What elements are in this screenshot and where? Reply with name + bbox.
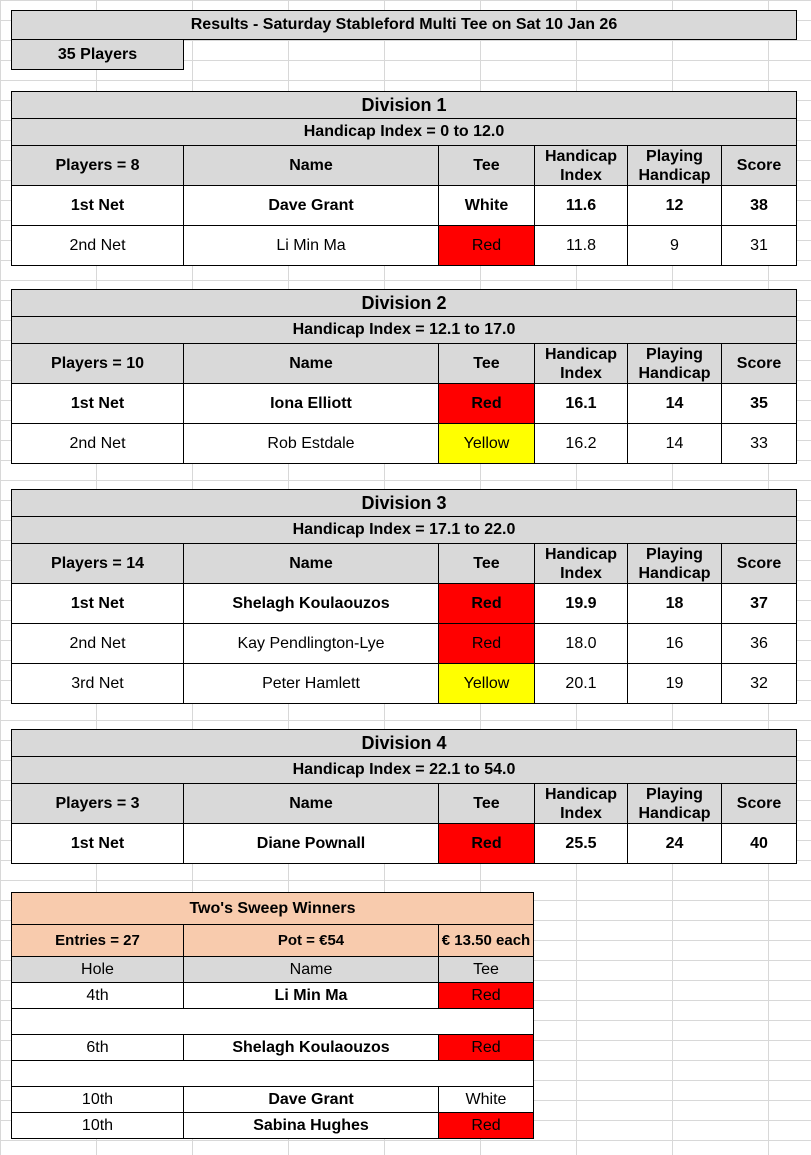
sweep-hole-header: Hole [11, 956, 184, 983]
division-range: Handicap Index = 0 to 12.0 [11, 118, 797, 146]
sweep-player-name: Dave Grant [183, 1086, 439, 1113]
tee-cell: Red [438, 623, 535, 664]
handicap-index-header-line1: Handicap [544, 545, 617, 563]
division-range: Handicap Index = 22.1 to 54.0 [11, 756, 797, 784]
score-cell: 40 [721, 823, 797, 864]
handicap-index-cell: 19.9 [534, 583, 628, 624]
playing-handicap-header [627, 783, 722, 824]
sweep-tee-cell: White [438, 1086, 534, 1113]
player-name: Li Min Ma [183, 225, 439, 266]
handicap-index-header-line2: Index [560, 804, 602, 822]
playing-handicap-header-line2: Handicap [638, 564, 711, 582]
handicap-index-header [534, 145, 628, 186]
player-name: Kay Pendlington-Lye [183, 623, 439, 664]
sweep-hole-cell: 10th [11, 1112, 184, 1139]
player-name: Peter Hamlett [183, 663, 439, 704]
tee-header: Tee [438, 783, 535, 824]
score-header: Score [721, 145, 797, 186]
handicap-index-cell: 11.8 [534, 225, 628, 266]
playing-handicap-cell: 9 [627, 225, 722, 266]
score-cell: 36 [721, 623, 797, 664]
handicap-index-cell: 18.0 [534, 623, 628, 664]
name-header: Name [183, 145, 439, 186]
players-header: Players = 8 [11, 145, 184, 186]
sweep-name-header: Name [183, 956, 439, 983]
player-name: Rob Estdale [183, 423, 439, 464]
handicap-index-header-line2: Index [560, 564, 602, 582]
tee-cell: White [438, 185, 535, 226]
handicap-index-header-line2: Index [560, 364, 602, 382]
sweep-entries: Entries = 27 [11, 924, 184, 957]
handicap-index-header-line1: Handicap [544, 147, 617, 165]
name-header: Name [183, 783, 439, 824]
playing-handicap-header-line2: Handicap [638, 364, 711, 382]
playing-handicap-cell: 18 [627, 583, 722, 624]
results-title: Results - Saturday Stableford Multi Tee on Sat 10 Jan 26 [11, 10, 797, 40]
playing-handicap-cell: 16 [627, 623, 722, 664]
players-header: Players = 14 [11, 543, 184, 584]
sweep-pot: Pot = €54 [183, 924, 439, 957]
playing-handicap-cell: 14 [627, 383, 722, 424]
place-cell: 2nd Net [11, 225, 184, 266]
place-cell: 2nd Net [11, 423, 184, 464]
handicap-index-cell: 16.2 [534, 423, 628, 464]
tee-cell: Red [438, 225, 535, 266]
sweep-hole-cell: 6th [11, 1034, 184, 1061]
score-cell: 38 [721, 185, 797, 226]
playing-handicap-header-line2: Handicap [638, 804, 711, 822]
playing-handicap-header [627, 543, 722, 584]
score-cell: 35 [721, 383, 797, 424]
score-header: Score [721, 783, 797, 824]
handicap-index-header-line1: Handicap [544, 785, 617, 803]
sweep-player-name: Sabina Hughes [183, 1112, 439, 1139]
sweep-tee-cell: Red [438, 1034, 534, 1061]
playing-handicap-header [627, 343, 722, 384]
playing-handicap-cell: 14 [627, 423, 722, 464]
division-range: Handicap Index = 12.1 to 17.0 [11, 316, 797, 344]
sweep-tee-cell: Red [438, 982, 534, 1009]
place-cell: 1st Net [11, 583, 184, 624]
place-cell: 1st Net [11, 383, 184, 424]
handicap-index-cell: 20.1 [534, 663, 628, 704]
tee-cell: Yellow [438, 663, 535, 704]
place-cell: 1st Net [11, 185, 184, 226]
division-title: Division 4 [11, 729, 797, 757]
sweep-each: € 13.50 each [438, 924, 534, 957]
tee-header: Tee [438, 343, 535, 384]
score-header: Score [721, 343, 797, 384]
players-count: 35 Players [11, 39, 184, 70]
playing-handicap-header-line1: Playing [646, 785, 703, 803]
player-name: Shelagh Koulaouzos [183, 583, 439, 624]
players-header: Players = 3 [11, 783, 184, 824]
tee-cell: Red [438, 823, 535, 864]
score-cell: 31 [721, 225, 797, 266]
sweep-player-name: Shelagh Koulaouzos [183, 1034, 439, 1061]
name-header: Name [183, 343, 439, 384]
score-cell: 37 [721, 583, 797, 624]
sweep-tee-header: Tee [438, 956, 534, 983]
playing-handicap-header-line2: Handicap [638, 166, 711, 184]
handicap-index-header-line2: Index [560, 166, 602, 184]
tee-header: Tee [438, 543, 535, 584]
score-header: Score [721, 543, 797, 584]
name-header: Name [183, 543, 439, 584]
place-cell: 1st Net [11, 823, 184, 864]
sweep-tee-cell: Red [438, 1112, 534, 1139]
player-name: Diane Pownall [183, 823, 439, 864]
sweep-player-name: Li Min Ma [183, 982, 439, 1009]
playing-handicap-cell: 24 [627, 823, 722, 864]
sweep-title: Two's Sweep Winners [11, 892, 534, 925]
playing-handicap-header-line1: Playing [646, 545, 703, 563]
tee-cell: Red [438, 583, 535, 624]
handicap-index-header-line1: Handicap [544, 345, 617, 363]
sweep-hole-cell: 10th [11, 1086, 184, 1113]
division-title: Division 1 [11, 91, 797, 119]
playing-handicap-header-line1: Playing [646, 345, 703, 363]
handicap-index-cell: 25.5 [534, 823, 628, 864]
tee-header: Tee [438, 145, 535, 186]
playing-handicap-header [627, 145, 722, 186]
division-title: Division 3 [11, 489, 797, 517]
playing-handicap-header-line1: Playing [646, 147, 703, 165]
sweep-blank-row [11, 1008, 534, 1035]
tee-cell: Red [438, 383, 535, 424]
handicap-index-header [534, 343, 628, 384]
place-cell: 2nd Net [11, 623, 184, 664]
players-header: Players = 10 [11, 343, 184, 384]
division-title: Division 2 [11, 289, 797, 317]
handicap-index-header [534, 783, 628, 824]
place-cell: 3rd Net [11, 663, 184, 704]
division-range: Handicap Index = 17.1 to 22.0 [11, 516, 797, 544]
player-name: Dave Grant [183, 185, 439, 226]
score-cell: 32 [721, 663, 797, 704]
handicap-index-cell: 11.6 [534, 185, 628, 226]
handicap-index-header [534, 543, 628, 584]
score-cell: 33 [721, 423, 797, 464]
player-name: Iona Elliott [183, 383, 439, 424]
sweep-hole-cell: 4th [11, 982, 184, 1009]
tee-cell: Yellow [438, 423, 535, 464]
playing-handicap-cell: 12 [627, 185, 722, 226]
sweep-blank-row [11, 1060, 534, 1087]
playing-handicap-cell: 19 [627, 663, 722, 704]
handicap-index-cell: 16.1 [534, 383, 628, 424]
